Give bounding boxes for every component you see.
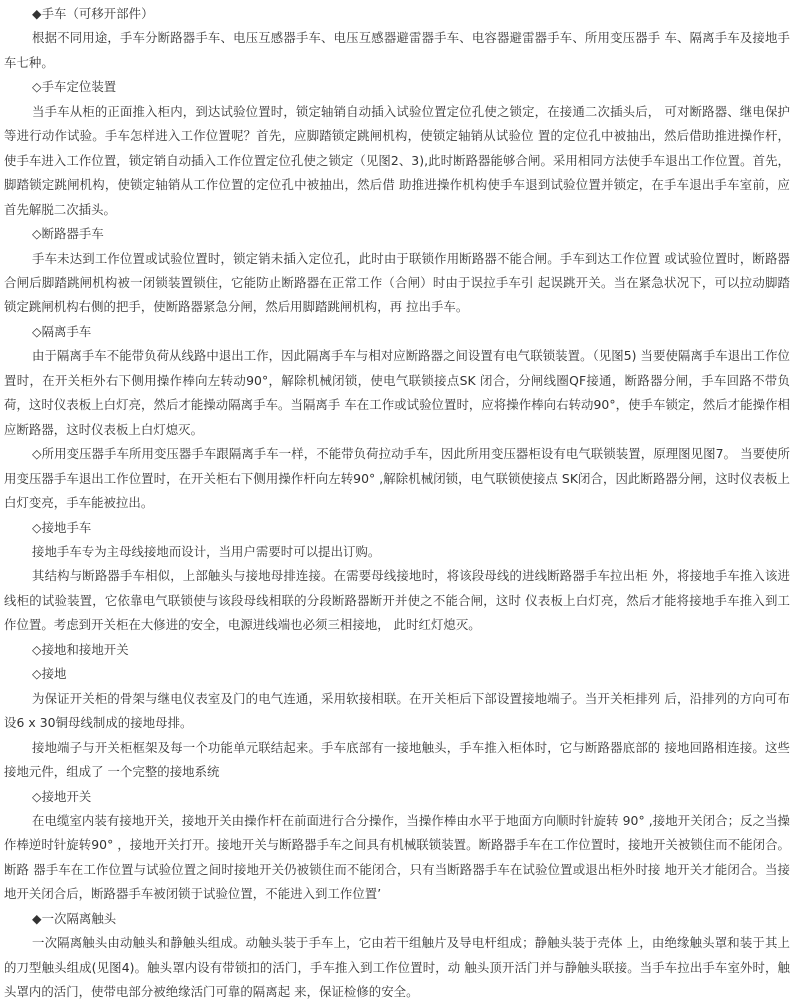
paragraph: 由于隔离手车不能带负荷从线路中退出工作，因此隔离手车与相对应断路器之间设置有电气联锁装置。（见图5) 当要使隔离手车退出工作位置时，在开关柜外右下侧用操作棒向左转动90°，解除机械闭锁，使电气联锁接点SK 闭合，分闸线圈QF接通，断路器分闸，手车回路不带负荷，这时仪表板上白灯亮，然后才能操动隔离手车。当隔离手 车在工作或试验位置时，应将操作棒向右转动90°，使手车锁定，然后才能操作相应断路器，这时仪表板上白灯熄灭。	[4, 348, 790, 437]
paragraph: 接地端子与开关柜框架及每一个功能单元联结起来。手车底部有一接地触头，手车推入柜体时，它与断路器底部的 接地回路相连接。这些接地元件，组成了 一个完整的接地系统	[4, 739, 790, 780]
subsection-heading: ◇断路器手车	[32, 226, 104, 242]
subsection-heading: ◇接地手车	[32, 519, 92, 535]
paragraph: 手车未达到工作位置或试验位置时，锁定销未插入定位孔，此时由于联锁作用断路器不能合闸。手车到达工作位置 或试验位置时，断路器合闸后脚踏跳闸机构被一闭锁装置锁住，它能防止断路器在正常工作（合闸）时由于误拉手车引 起误跳开关。当在紧急状况下，可以拉动脚踏锁定跳闸机构右侧的把手，使断路器紧急分闸，然后用脚踏跳闸机构，再 拉出手车。	[4, 250, 790, 315]
paragraph: 为保证开关柜的骨架与继电仪表室及门的电气连通，采用软接相联。在开关柜后下部设置接地端子。当开关柜排列 后，沿排列的方向可布设6 x 30铜母线制成的接地母排。	[4, 690, 790, 731]
subsection-heading: ◇手车定位装置	[32, 79, 117, 95]
paragraph: 在电缆室内装有接地开关，接地开关由操作杆在前面进行合分操作，当操作棒由水平于地面方向顺时针旋转 90° ,接地开关闭合；反之当操作棒逆时针旋转90° ，接地开关打开。接地开关与断路器手车之间具有机械联锁装置。断路器手车在工作位置时，接地开关被锁住而不能闭合。断路 器手车在工作位置与试验位置之间时接地开关仍被锁住而不能闭合，只有当断路器手车在试验位置或退出柜外时接 地开关才能闭合。当接地开关闭合后，断路器手车被闭锁于试验位置，不能进入到工作位置’	[4, 812, 790, 902]
document-body	[0, 2, 800, 1005]
paragraph: 当手车从柜的正面推入柜内，到达试验位置时，锁定轴销自动插入试验位置定位孔使之锁定，在接通二次插头后， 可对断路器、继电保护等进行动作试验。手车怎样进入工作位置呢？首先，应脚踏锁定跳闸机构，使锁定轴销从试验位 置的定位孔中被抽出，然后借助推进操作杆，使手车进入工作位置，锁定销自动插入工作位置定位孔使之锁定（见图2、3),此时断路器能够合闸。采用相同方法使手车退出工作位置。首先，脚踏锁定跳闸机构，使锁定轴销从工作位置的定位孔中被抽出，然后借 助推进操作机构使手车退到试验位置并锁定，在手车退出手车室前，应首先解脱二次插头。	[4, 103, 790, 217]
paragraph: 其结构与断路器手车相似，上部触头与接地母排连接。在需要母线接地时，将该段母线的进线断路器手车拉出柜 外，将接地手车推入该进线柜的试验装置，它依靠电气联锁使与该段母线相联的分段断路器断开并使之不能合闸，这时 仪表板上白灯亮，然后才能将接地手车推入到工作位置。考虑到开关柜在大修进的安全，电源进线端也必须三相接地， 此时红灯熄灭。	[4, 568, 790, 633]
paragraph: 接地手车专为主母线接地而设计，当用户需要时可以提出订购。	[32, 543, 381, 559]
paragraph: ◇所用变压器手车所用变压器手车跟隔离手车一样，不能带负荷拉动手车，因此所用变压器柜设有电气联锁装置，原理图见图7。 当要使所用变压器手车退出工作位置时，在开关柜右下侧用操作杆向左转90° ,解除机械闭锁，电气联锁使接点 SK闭合，因此断路器分闸，这时仪表板上白灯变亮，手车能被拉出。	[4, 446, 790, 511]
section-heading: ◆手车（可移开部件）	[32, 6, 154, 21]
subsection-heading: ◇接地	[32, 666, 67, 682]
section-heading: ◆一次隔离触头	[32, 910, 117, 926]
subsection-heading: ◇接地开关	[32, 788, 92, 804]
paragraph: 根据不同用途，手车分断路器手车、电压互感器手车、电压互感器避雷器手车、电容器避雷器手车、所用变压器手 车、隔离手车及接地手车七种。	[4, 30, 790, 70]
paragraph: 一次隔离触头由动触头和静触头组成。动触头装于手车上，它由若干组触片及导电杆组成；静触头装于壳体 上，由绝缘触头罩和装于其上的刀型触头组成(见图4)。触头罩内设有带锁扣的活门，手车推入到工作位置时，动 触头顶开活门并与静触头联接。当手车拉出手车室外时，触头罩内的活门，使带电部分被绝缘活门可靠的隔离起 来，保证检修的安全。	[4, 935, 790, 1000]
subsection-heading: ◇接地和接地开关	[32, 641, 129, 657]
subsection-heading: ◇隔离手车	[32, 323, 92, 339]
